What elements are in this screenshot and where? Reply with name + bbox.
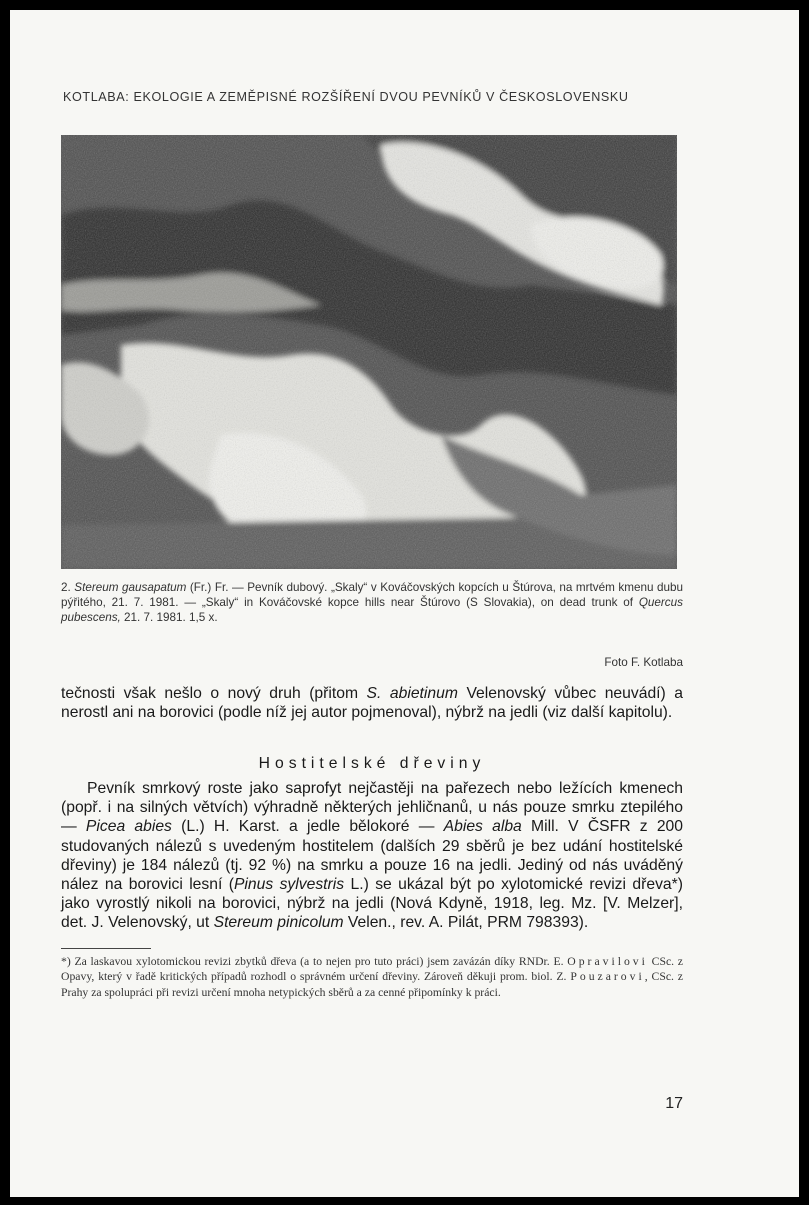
- text-run: , CSc. z Prahy za spolupráci při revizi určení mnoha netypických sběrů a za cenné připomínky k práci.: [61, 970, 683, 999]
- taxon-name: S. abietinum: [366, 685, 458, 702]
- body-text-top: [61, 684, 683, 722]
- text-run: Velen., rev. A. Pilát, PRM 798393).: [343, 914, 589, 932]
- text-run: L.) se ukázal být po xylotomické revizi dřeva*) jako vyrostlý nikoli na borovici, nýbrž na jedli (Nová Kdyně, 1918, leg. Mz. [V. Melzer], det. J. Velenovský, ut: [61, 876, 683, 932]
- paragraph: [61, 684, 683, 722]
- section-heading: Hostitelské dřeviny: [258, 755, 486, 772]
- text-run: CSc. z Opavy, který v řadě kritických případů rozhodl o správném určení dřeviny. Zároveň děkuji prom. biol. Z.: [61, 955, 683, 984]
- person-name: Opravilovi: [567, 955, 648, 968]
- running-head: KOTLABA: EKOLOGIE A ZEMĚPISNÉ ROZŠÍŘENÍ DVOU PEVNÍKŮ V ČESKOSLOVENSKU: [63, 90, 629, 104]
- text-run: Velenovský vůbec neuvádí) a nerostl ani na borovici (podle níž jej autor pojmenoval), nýbrž na jedli (viz další kapitolu).: [61, 685, 683, 722]
- page: [10, 10, 799, 1197]
- species-name: Stereum gausapatum: [74, 581, 187, 594]
- caption-text: (Fr.) Fr. — Pevník dubový. „Skaly“ v Kováčovských kopcích u Štúrova, na mrtvém kmenu dubu pýřitého, 21. 7. 1981. — „Skaly“ in Kováčovské kopce hills near Štúrovo (S Slovakia), on dead trunk of: [61, 581, 684, 609]
- taxon-name: Pinus sylvestris: [233, 876, 345, 894]
- text-run: tečnosti však nešlo o nový druh (přitom: [61, 685, 367, 702]
- figure-caption: [61, 580, 683, 625]
- taxon-name: Abies alba: [443, 818, 522, 836]
- paragraph: [61, 779, 683, 933]
- text-run: Pevník smrkový roste jako saprofyt nejčastěji na pařezech nebo ležících kmenech (popř. i na silných větvích) výhradně některých jehličnanů, u nás pouze smrku ztepilého —: [61, 780, 683, 836]
- text-run: (L.) H. Karst. a jedle bělokoré —: [171, 818, 444, 836]
- footnote-divider: [61, 948, 151, 949]
- text-run: *) Za laskavou xylotomickou revizi zbytků dřeva (a to nejen pro tuto práci) jsem zavázán díky RNDr. E.: [61, 955, 568, 968]
- taxon-name: Stereum pinicolum: [213, 914, 344, 932]
- figure-number: 2.: [61, 581, 71, 594]
- photo-credit: Foto F. Kotlaba: [604, 656, 683, 669]
- fungus-photograph: [61, 135, 677, 569]
- text-run: Mill. V ČSFR z 200 studovaných nálezů s uvedeným hostitelem (dalších 29 sběrů je bez udání hostitelské dřeviny) je 184 nálezů (tj. 92 %) na smrku a pouze 16 na jedli. Jediný od nás uváděný nález na borovici lesní (: [61, 818, 684, 894]
- page-number: 17: [665, 1095, 683, 1112]
- taxon-name: Picea abies: [85, 818, 172, 836]
- host-name: Quercus pubescens,: [61, 596, 683, 624]
- person-name: Pouzarovi: [570, 970, 645, 984]
- footnote: [61, 954, 683, 1000]
- caption-text-end: 21. 7. 1981. 1,5 x.: [120, 611, 218, 624]
- body-text-main: [61, 779, 683, 933]
